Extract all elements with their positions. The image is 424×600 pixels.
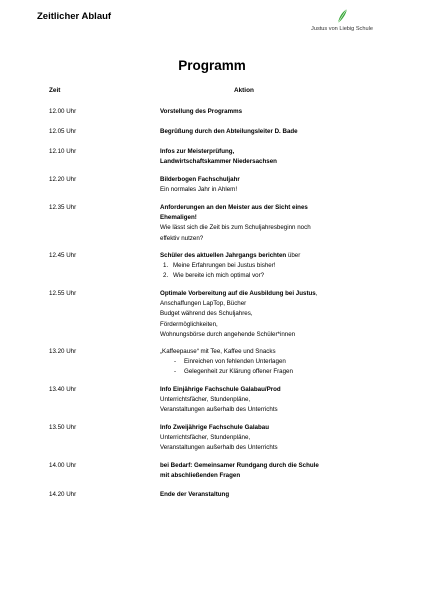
row-time: 12.10 Uhr: [49, 148, 77, 155]
dash-bullet: -: [174, 368, 177, 376]
list-text: Wie bereite ich mich optimal vor?: [173, 272, 265, 280]
list-text: Gelegenheit zur Klärung offener Fragen: [184, 368, 293, 376]
row-time: 12.55 Uhr: [49, 290, 77, 297]
column-header-zeit: Zeit: [49, 87, 61, 94]
action-detail: Ein normales Jahr in Ahlem!: [160, 186, 238, 194]
action-detail: Anschaffungen LapTop, Bücher: [160, 300, 247, 308]
list-item: [160, 357, 374, 367]
action-title: Optimale Vorbereitung auf die Ausbildung bei Justus: [160, 290, 316, 297]
row-action: [160, 147, 374, 167]
row-time: 12.00 Uhr: [49, 108, 77, 115]
action-detail: Fördermöglichkeiten,: [160, 320, 218, 328]
list-text: Meine Erfahrungen bei Justus bisher!: [173, 262, 276, 270]
list-item: [160, 271, 374, 281]
dash-list: [160, 357, 374, 377]
action-title-suffix: über: [286, 252, 301, 259]
document-title: Programm: [178, 58, 246, 73]
row-time: 12.45 Uhr: [49, 252, 77, 259]
leaf-icon: [336, 8, 348, 24]
action-detail: Wie lässt sich die Zeit bis zum Schuljahresbeginn noch: [160, 224, 311, 232]
action-detail: effektiv nutzen?: [160, 234, 204, 242]
header-title: Zeitlicher Ablauf: [37, 11, 112, 22]
action-title: Infos zur Meisterprüfung,: [160, 148, 235, 155]
numbered-list: [160, 261, 374, 281]
row-time: 13.20 Uhr: [49, 348, 77, 355]
action-title: Bilderbogen Fachschuljahr: [160, 176, 240, 183]
row-action: [160, 127, 374, 137]
row-action: [160, 385, 374, 416]
action-title-suffix: ,: [315, 290, 318, 297]
action-detail: Unterrichtsfächer, Stundenpläne,: [160, 396, 251, 404]
action-title: Ende der Veranstaltung: [160, 491, 230, 498]
action-title: Schüler des aktuellen Jahrgangs berichten: [160, 252, 287, 259]
school-logo: [300, 8, 384, 36]
row-time: 14.00 Uhr: [49, 462, 77, 469]
row-time: 13.40 Uhr: [49, 386, 77, 393]
row-action: [160, 203, 374, 244]
row-time: 14.20 Uhr: [49, 491, 77, 498]
action-title: Begrüßung durch den Abteilungsleiter D. Bade: [160, 128, 298, 135]
logo-text: Justus von Liebig Schule: [311, 26, 373, 32]
row-time: 12.05 Uhr: [49, 128, 77, 135]
row-action: [160, 423, 374, 454]
action-detail: Budget während des Schuljahres,: [160, 310, 253, 318]
action-title-line: [160, 289, 374, 299]
column-header-aktion: Aktion: [234, 87, 254, 94]
action-title-line: [160, 251, 374, 261]
row-action: [160, 251, 374, 282]
list-number: 1.: [163, 262, 169, 270]
action-title: Ehemaligen!: [160, 214, 197, 222]
row-time: 12.20 Uhr: [49, 176, 77, 183]
action-title: Vorstellung des Programms: [160, 108, 243, 115]
row-action: [160, 347, 374, 378]
action-detail: Veranstaltungen außerhalb des Unterrichts: [160, 444, 278, 452]
list-number: 2.: [163, 272, 169, 280]
action-title: Landwirtschaftskammer Niedersachsen: [160, 158, 277, 166]
dash-bullet: -: [174, 358, 177, 366]
action-title: Anforderungen an den Meister aus der Sicht eines: [160, 204, 308, 211]
action-detail: Wohnungsbörse durch angehende Schüler*innen: [160, 330, 296, 338]
list-item: [160, 261, 374, 271]
row-action: [160, 107, 374, 117]
action-title: Info Zweijährige Fachschule Galabau: [160, 424, 269, 431]
action-title: bei Bedarf: Gemeinsamer Rundgang durch die Schule: [160, 462, 319, 469]
row-action: [160, 461, 374, 481]
action-detail: Veranstaltungen außerhalb des Unterrichts: [160, 406, 278, 414]
row-time: 13.50 Uhr: [49, 424, 77, 431]
list-text: Einreichen von fehlenden Unterlagen: [184, 358, 286, 366]
list-item: [160, 367, 374, 377]
row-action: [160, 289, 374, 340]
action-title: mit abschließenden Fragen: [160, 472, 241, 480]
action-detail: „Kaffeepause“ mit Tee, Kaffee und Snacks: [160, 348, 276, 355]
row-action: [160, 175, 374, 195]
action-title: Info Einjährige Fachschule Galabau/Prod: [160, 386, 281, 393]
row-action: [160, 490, 374, 500]
row-time: 12.35 Uhr: [49, 204, 77, 211]
action-detail: Unterrichtsfächer, Stundenpläne,: [160, 434, 251, 442]
